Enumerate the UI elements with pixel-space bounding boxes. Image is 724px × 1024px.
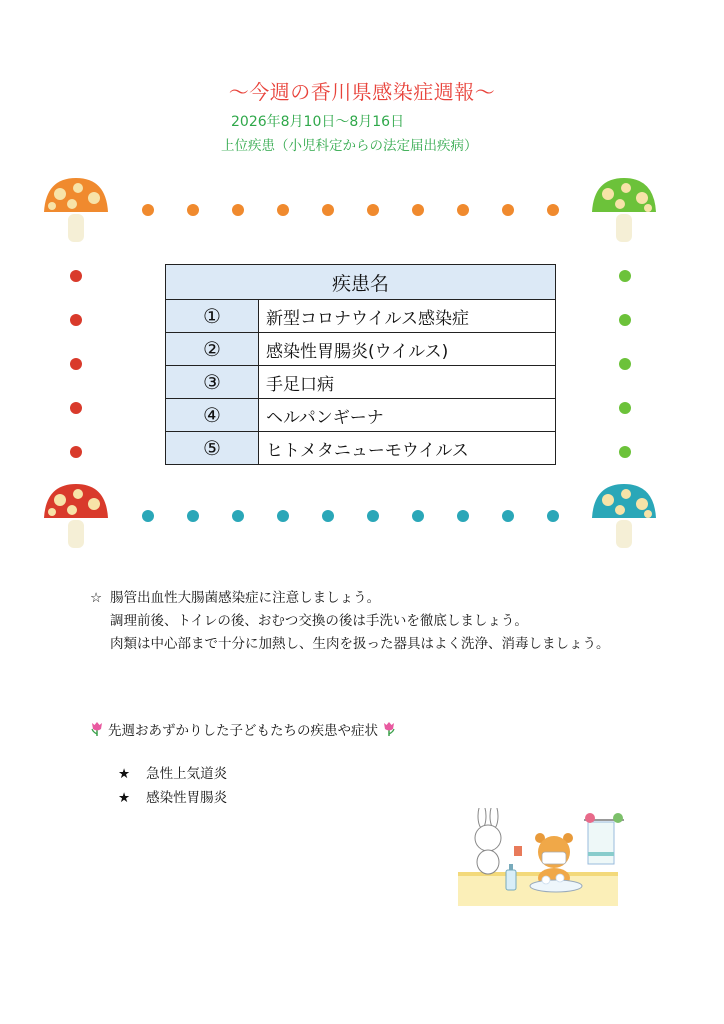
rank-cell: ① (166, 300, 259, 333)
list-item (118, 786, 227, 810)
table-row (166, 333, 556, 366)
star-icon: ★ (118, 790, 131, 806)
frame-dot (277, 510, 289, 522)
notice-line: 調理前後、トイレの後、おむつ交換の後は手洗いを徹底しましょう。 (110, 613, 528, 629)
frame-dot (412, 510, 424, 522)
table-header: 疾患名 (166, 265, 556, 300)
mushroom-red-icon (40, 480, 112, 552)
frame-dot (277, 204, 289, 216)
page-title: ～今週の香川県感染症週報～ (228, 80, 496, 104)
notice-section (90, 587, 610, 656)
frame-dot (142, 204, 154, 216)
tulip-icon (382, 721, 396, 737)
rank-cell: ⑤ (166, 432, 259, 465)
disease-name: ヒトメタニューモウイルス (259, 432, 556, 465)
rank-cell: ② (166, 333, 259, 366)
table-row (166, 432, 556, 465)
date-range: 2026年8月10日～8月16日 (231, 114, 405, 130)
frame-dot (547, 204, 559, 216)
frame-dot (367, 204, 379, 216)
symptom-list (118, 762, 227, 810)
frame-dot (70, 446, 82, 458)
disease-name: 手足口病 (259, 366, 556, 399)
rank-cell: ④ (166, 399, 259, 432)
frame-dot (412, 204, 424, 216)
frame-dot (502, 204, 514, 216)
subtitle: 上位疾患（小児科定からの法定届出疾病） (221, 138, 478, 154)
frame-dot (619, 358, 631, 370)
symptom-label: 感染性胃腸炎 (146, 790, 228, 806)
mushroom-green-icon (588, 174, 660, 246)
frame-dot (187, 510, 199, 522)
frame-dot (619, 402, 631, 414)
frame-dot (619, 446, 631, 458)
frame-dot (619, 314, 631, 326)
frame-dot (70, 270, 82, 282)
table-row (166, 366, 556, 399)
mushroom-teal-icon (588, 480, 660, 552)
frame-dot (619, 270, 631, 282)
frame-dot (322, 204, 334, 216)
table-header-row (166, 265, 556, 300)
rank-cell: ③ (166, 366, 259, 399)
list-item (118, 762, 227, 786)
star-icon: ★ (118, 766, 131, 782)
frame-dot (367, 510, 379, 522)
frame-dot (457, 204, 469, 216)
symptom-label: 急性上気道炎 (146, 766, 228, 782)
frame-dot (70, 358, 82, 370)
disease-name: 新型コロナウイルス感染症 (259, 300, 556, 333)
frame-dot (142, 510, 154, 522)
table-row (166, 300, 556, 333)
frame-dot (70, 402, 82, 414)
last-week-heading: 先週おあずかりした子どもたちの疾患や症状 (108, 723, 378, 739)
frame-dot (232, 510, 244, 522)
frame-dot (457, 510, 469, 522)
star-outline-icon: ☆ (90, 590, 103, 606)
frame-dot (322, 510, 334, 522)
frame-dot (187, 204, 199, 216)
disease-table (165, 264, 556, 465)
notice-headline: 腸管出血性大腸菌感染症に注意しましょう。 (110, 590, 381, 606)
disease-name: 感染性胃腸炎(ウイルス) (259, 333, 556, 366)
handwashing-illustration (456, 808, 628, 908)
notice-line: 肉類は中心部まで十分に加熱し、生肉を扱った器具はよく洗浄、消毒しましょう。 (110, 636, 610, 652)
disease-name: ヘルパンギーナ (259, 399, 556, 432)
frame-dot (502, 510, 514, 522)
frame-dot (70, 314, 82, 326)
frame-dot (547, 510, 559, 522)
last-week-heading-row (90, 719, 396, 739)
mushroom-orange-icon (40, 174, 112, 246)
tulip-icon (90, 721, 104, 737)
table-row (166, 399, 556, 432)
frame-dot (232, 204, 244, 216)
